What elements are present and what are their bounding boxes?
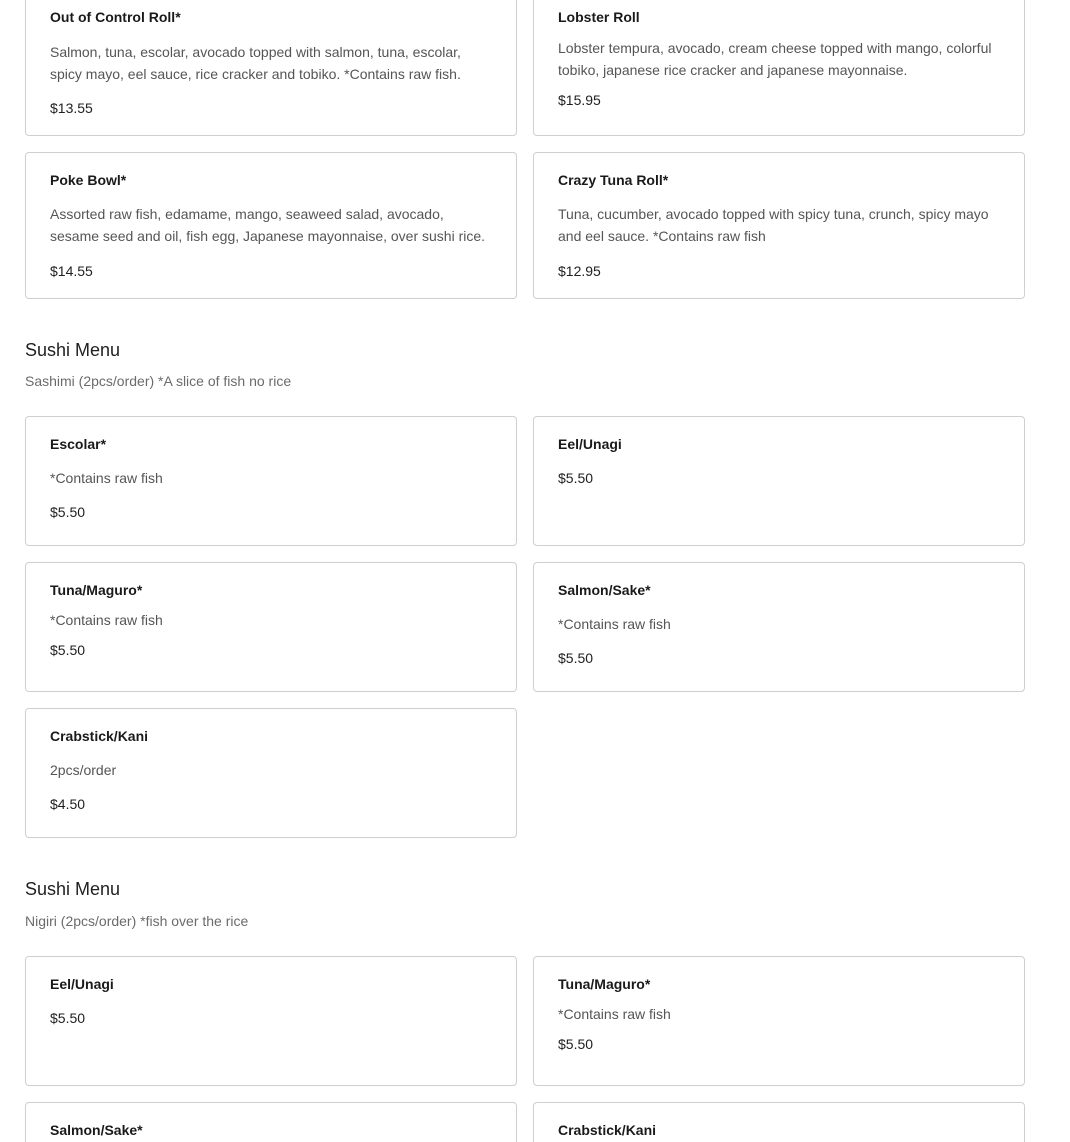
- item-name: Crabstick/Kani: [558, 1122, 657, 1138]
- item-price: $15.95: [558, 92, 601, 108]
- item-description: 2pcs/order: [50, 762, 117, 778]
- item-name: Eel/Unagi: [558, 436, 622, 452]
- menu-item-card[interactable]: [25, 1102, 517, 1142]
- item-price: $12.95: [558, 263, 601, 279]
- item-price: $5.50: [50, 504, 86, 520]
- item-description: *Contains raw fish: [50, 612, 163, 628]
- menu-item-card[interactable]: [25, 416, 517, 546]
- item-name: Lobster Roll: [558, 9, 640, 25]
- item-name: Poke Bowl*: [50, 172, 127, 188]
- menu-item-card[interactable]: [533, 416, 1025, 546]
- section-subtitle: Sashimi (2pcs/order) *A slice of fish no rice: [25, 373, 292, 389]
- menu-item-card[interactable]: [25, 956, 517, 1086]
- item-name: Out of Control Roll*: [50, 9, 181, 25]
- item-description: Tuna, cucumber, avocado topped with spicy tuna, crunch, spicy mayo and eel sauce. *Contains raw fish: [558, 206, 989, 244]
- item-price: $5.50: [558, 650, 594, 666]
- item-name: Tuna/Maguro*: [50, 582, 143, 598]
- item-price: $5.50: [50, 1010, 86, 1026]
- item-price: $5.50: [558, 470, 594, 486]
- section-title: Sushi Menu: [25, 340, 121, 360]
- item-description: Salmon, tuna, escolar, avocado topped with salmon, tuna, escolar, spicy mayo, eel sauce, rice cracker and tobiko. *Contains raw fish.: [50, 44, 461, 82]
- item-description: *Contains raw fish: [558, 1006, 671, 1022]
- menu-item-card[interactable]: [25, 562, 517, 692]
- menu-item-card[interactable]: [533, 562, 1025, 692]
- menu-item-card[interactable]: [533, 956, 1025, 1086]
- section-subtitle: Nigiri (2pcs/order) *fish over the rice: [25, 913, 249, 929]
- menu-item-card[interactable]: [533, 1102, 1025, 1142]
- item-price: $4.50: [50, 796, 86, 812]
- item-name: Crabstick/Kani: [50, 728, 149, 744]
- item-price: $5.50: [558, 1036, 594, 1052]
- section-title: Sushi Menu: [25, 879, 121, 899]
- item-price: $5.50: [50, 642, 86, 658]
- item-name: Escolar*: [50, 436, 107, 452]
- item-description: *Contains raw fish: [558, 616, 671, 632]
- menu-item-card[interactable]: [25, 0, 517, 136]
- item-name: Tuna/Maguro*: [558, 976, 651, 992]
- item-name: Crazy Tuna Roll*: [558, 172, 669, 188]
- item-description: *Contains raw fish: [50, 470, 163, 486]
- item-name: Salmon/Sake*: [558, 582, 651, 598]
- item-description: Assorted raw fish, edamame, mango, seaweed salad, avocado, sesame seed and oil, fish egg, Japanese mayonnaise, over sushi rice.: [50, 206, 486, 244]
- item-price: $14.55: [50, 263, 93, 279]
- menu-item-card[interactable]: [533, 152, 1025, 299]
- item-price: $13.55: [50, 100, 93, 116]
- item-description: Lobster tempura, avocado, cream cheese topped with mango, colorful tobiko, japanese rice cracker and japanese mayonnaise.: [558, 40, 992, 78]
- menu-item-card[interactable]: [25, 708, 517, 838]
- menu-item-card[interactable]: [25, 152, 517, 299]
- menu-item-card[interactable]: [533, 0, 1025, 136]
- item-name: Eel/Unagi: [50, 976, 114, 992]
- item-name: Salmon/Sake*: [50, 1122, 143, 1138]
